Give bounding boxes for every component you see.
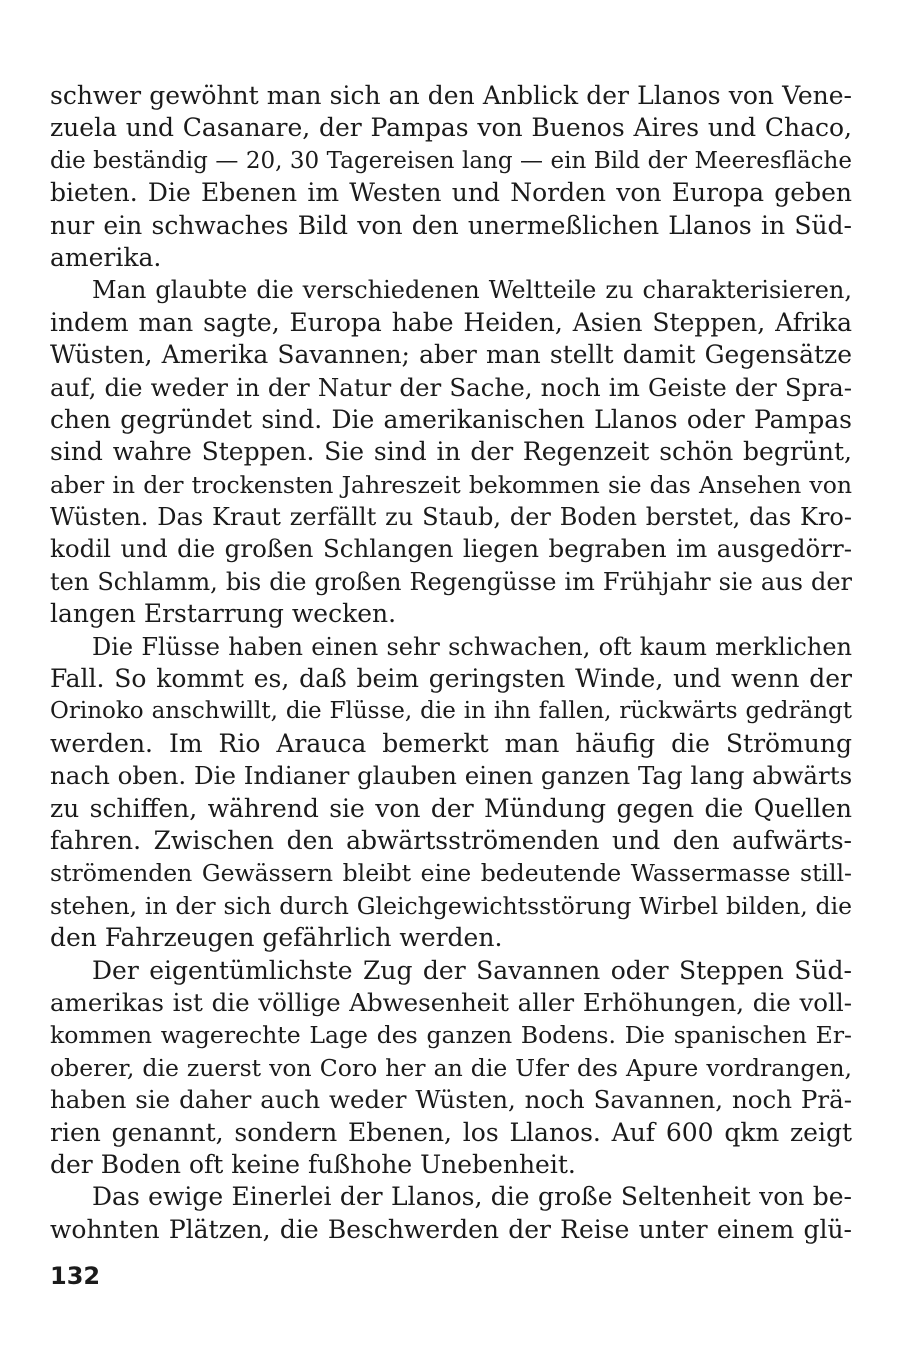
text-line: Der eigentümlichste Zug der Savannen oder Steppen Süd-: [92, 955, 852, 985]
text-line: die beständig — 20, 30 Tagereisen lang — ein Bild der Meeresfläche: [50, 147, 852, 174]
text-line: fahren. Zwischen den abwärtsströmenden und den aufwärts-: [50, 825, 852, 855]
paragraph: [50, 80, 852, 274]
text-line: amerika.: [50, 242, 162, 272]
text-line: langen Erstarrung wecken.: [50, 599, 397, 629]
text-line: Man glaubte die verschiedenen Weltteile zu charakterisieren,: [92, 276, 852, 305]
text-line: der Boden oft keine fußhohe Unebenheit.: [50, 1149, 576, 1179]
text-line: Das ewige Einerlei der Llanos, die große Seltenheit von be-: [92, 1182, 852, 1212]
text-line: chen gegründet sind. Die amerikanischen Llanos oder Pampas: [50, 404, 852, 434]
text-line: wohnten Plätzen, die Beschwerden der Reise unter einem glü-: [50, 1214, 852, 1244]
text-line: auf, die weder in der Natur der Sache, noch im Geiste der Spra-: [50, 372, 852, 402]
text-line: indem man sagte, Europa habe Heiden, Asien Steppen, Afrika: [50, 307, 852, 337]
text-line: schwer gewöhnt man sich an den Anblick der Llanos von Vene-: [50, 81, 852, 110]
text-line: ten Schlamm, bis die großen Regengüsse im Frühjahr sie aus der: [50, 567, 852, 596]
text-line: nach oben. Die Indianer glauben einen ganzen Tag lang abwärts: [50, 761, 853, 791]
text-line: Wüsten, Amerika Savannen; aber man stellt damit Gegensätze: [50, 340, 852, 370]
text-line: strömenden Gewässern bleibt eine bedeutende Wassermasse still-: [50, 859, 852, 888]
text-line: kodil und die großen Schlangen liegen begraben im ausgedörr-: [50, 534, 852, 564]
paragraph: [50, 631, 852, 955]
text-line: zu schiffen, während sie von der Mündung gegen die Quellen: [50, 793, 852, 823]
text-line: Wüsten. Das Kraut zerfällt zu Staub, der Boden berstet, das Kro-: [50, 503, 852, 532]
text-line: den Fahrzeugen gefährlich werden.: [50, 923, 503, 953]
text-line: stehen, in der sich durch Gleichgewichtsstörung Wirbel bilden, die: [50, 891, 852, 920]
text-line: werden. Im Rio Arauca bemerkt man häufig die Strömung: [50, 728, 852, 758]
page-number: 132: [50, 1262, 101, 1290]
text-line: Die Flüsse haben einen sehr schwachen, oft kaum merklichen: [92, 632, 852, 661]
text-line: bieten. Die Ebenen im Westen und Norden von Europa geben: [50, 178, 852, 208]
text-line: Fall. So kommt es, daß beim geringsten Winde, und wenn der: [50, 664, 852, 694]
text-line: kommen wagerechte Lage des ganzen Bodens. Die spanischen Er-: [50, 1021, 852, 1050]
text-line: sind wahre Steppen. Sie sind in der Regenzeit schön begrünt,: [50, 437, 852, 467]
paragraph: [50, 955, 852, 1182]
text-line: amerikas ist die völlige Abwesenheit aller Erhöhungen, die voll-: [50, 987, 852, 1017]
paragraph: [50, 1181, 852, 1246]
text-line: oberer, die zuerst von Coro her an die Ufer des Apure vordrangen,: [50, 1053, 852, 1082]
text-line: haben sie daher auch weder Wüsten, noch Savannen, noch Prä-: [50, 1085, 852, 1115]
text-line: aber in der trockensten Jahreszeit bekommen sie das Ansehen von: [50, 470, 852, 499]
text-line: nur ein schwaches Bild von den unermeßlichen Llanos in Süd-: [50, 210, 852, 240]
body-text: [50, 80, 852, 1246]
text-line: rien genannt, sondern Ebenen, los Llanos. Auf 600 qkm zeigt: [50, 1117, 852, 1147]
text-line: Orinoko anschwillt, die Flüsse, die in ihn fallen, rückwärts gedrängt: [50, 698, 852, 725]
text-line: zuela und Casanare, der Pampas von Buenos Aires und Chaco,: [50, 113, 852, 143]
paragraph: [50, 274, 852, 630]
